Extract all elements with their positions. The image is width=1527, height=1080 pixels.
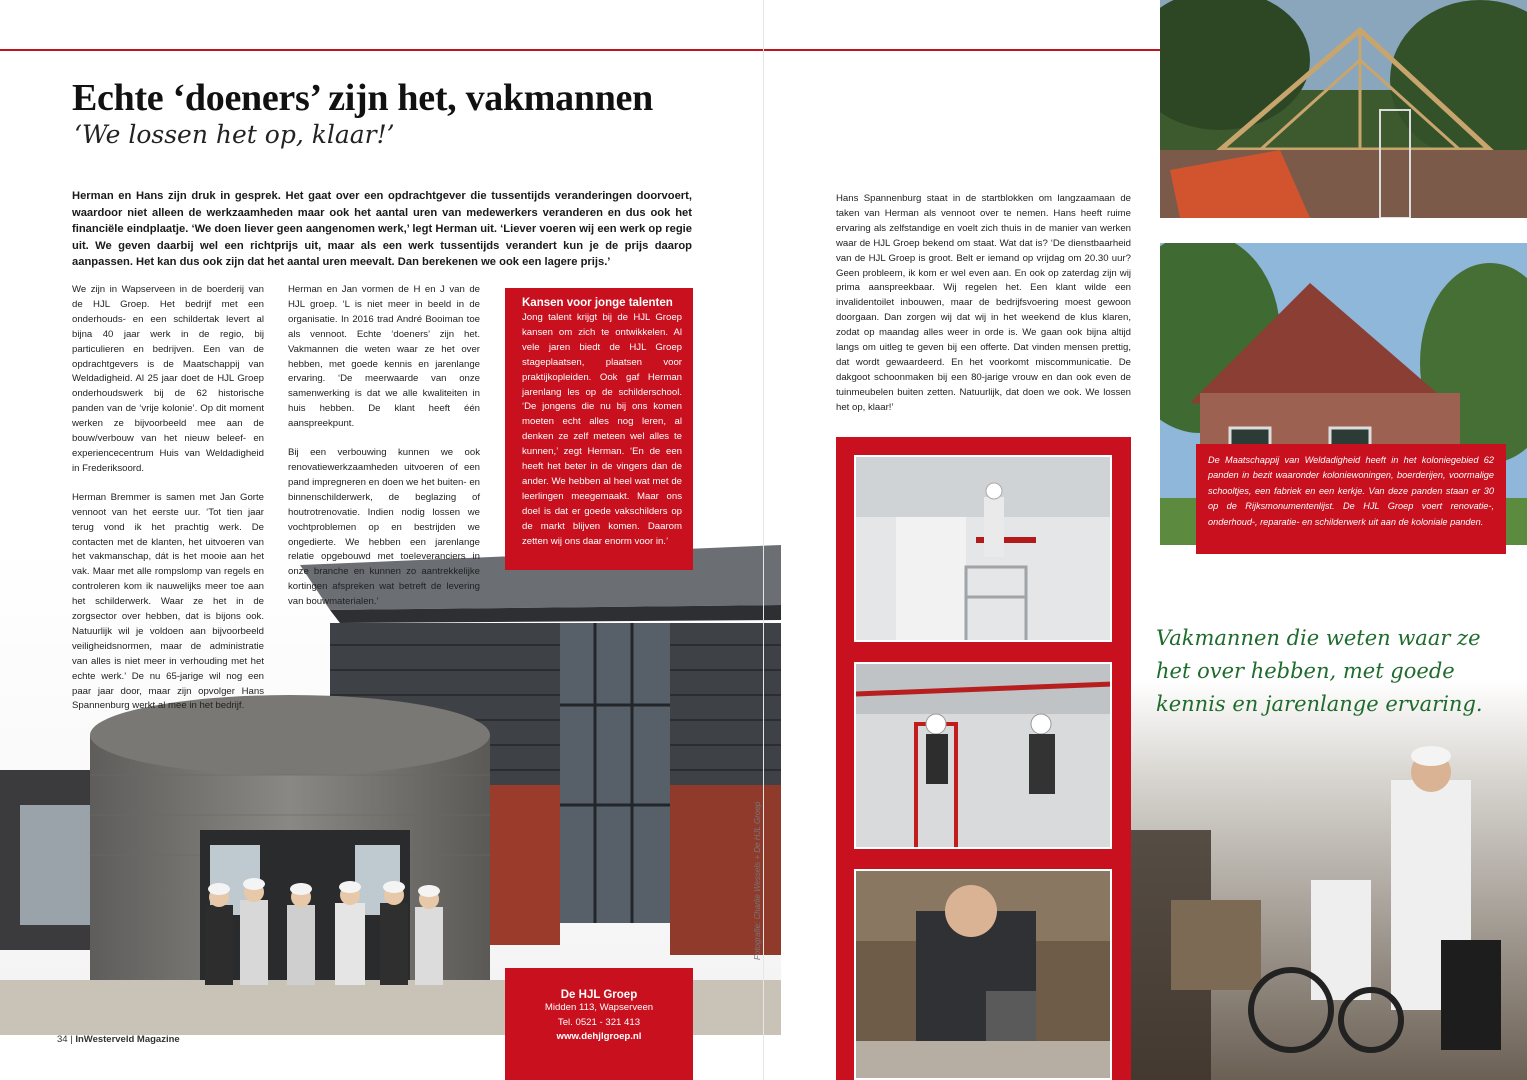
contact-phone: Tel. 0521 - 321 413 — [557, 1016, 641, 1028]
caption-text: De Maatschappij van Weldadigheid heeft in het koloniegebied 62 panden in bezit waaronder koloniewoningen, boerderijen, voormalige schooltjes, een fabriek en een kerkje. Van deze panden staan er 30 op de Rijksmonumentenlijst. De HJL Groep voert renovatie-, onderhoud-, reparatie- en schilderwerk uit aan de koloniale panden. — [1208, 455, 1494, 527]
photo-credit: Fotografie: Charlie Wessels + De HJL Groep — [753, 801, 762, 960]
contact-name: De HJL Groep — [560, 989, 638, 1001]
col3-paragraph: Hans Spannenburg staat in de startblokken om langzaamaan de taken van Herman als vennoot over te nemen. Hans heeft ruime ervaring als zelfstandige en voelt zich thuis in de manier van werken waar de HJL Groep bekend om staat. Wat dat is? ‘De dienstbaarheid van de HJL Groep is groot. Belt er iemand op vrijdag om 20.30 uur? Geen probleem, ik kom er wel even aan. En ook op zaterdag zijn wij prima aanspreekbaar. Wij regelen het. Een klant wilde een invalidentoilet inbouwen, maar de bedrijfsvoering moest gewoon doorgaan. Dan zorgen wij dat wij in het weekend de klus klaren, zodat op maandag alles weer in orde is. We gaan ook bijna altijd langs om uitleg te geven bij een offerte. Dat vinden mensen prettig, dat wordt gewaardeerd. En het voorkomt miscommunicatie. De dakgoot schoonmaken bij een 80-jarige vrouw en dan ook even de tuinmeubelen buiten zetten. Natuurlijk, dat doen we ook. We lossen het op, klaar!’ — [836, 193, 1131, 413]
magazine-name-left: InWesterveld Magazine — [75, 1034, 180, 1045]
contact-website[interactable]: www.dehjlgroep.nl — [556, 1031, 642, 1043]
workshop-photo — [854, 869, 1112, 1080]
col1-paragraph-2: Herman Bremmer is samen met Jan Gorte vennoot van het eerste uur. ‘Tot tien jaar terug vond ik het prachtig werk. De contacten met de klanten, het uitvoeren van het vakmanschap, dát is het mooie aan het vak. Maar met alle rompslomp van regels en controleren kom ik nauwelijks meer toe aan het schilderwerk. Waar ze het in de zorgsector over hebben, dat is bijons ook. Natuurlijk wil je voldoen aan bijvoorbeeld veiligheidsnormen, maar de administratie van alles is niet meer in verhouding met het echte werk.’ De nu 65-jarige wil nog een paar jaar door, maar zijn opvolger Hans Spannenburg werkt al mee in het bedrijf. — [72, 491, 264, 712]
article-intro: Herman en Hans zijn druk in gesprek. Het gaat over een opdrachtgever die tussentijds veranderingen doorvoert, waardoor niet alleen de werkzaamheden maar ook het aantal uren van medewerkers veranderen en dus ook het financiële eindplaatje. ‘We doen liever geen aangenomen werk,’ legt Herman uit. ‘Liever voeren wij een werk op regie uit. We geven daarbij wel een richtprijs uit, maar als een werk tussentijds verandert kun je de prijs daarop aanpassen. Het kan dus ook zijn dat het aantal uren meevalt. Dan berekenen we ook een lagere prijs.’ — [72, 190, 692, 269]
sidebar-text: Jong talent krijgt bij de HJL Groep kansen om zich te ontwikkelen. Al vele jaren biedt de HJL Groep stageplaatsen, plaatsen voor praktijkopleiden. Ook gaf Herman jarenlang les op de schilderschool. ‘De jongens die nu bij ons komen moeten echt alles nog leren, al denken ze zelf meteen wel alles te kunnen,’ zegt Herman. ‘En de een heeft het beter in de vingers dan de ander. We hebben al heel wat met de leerlingen meegemaakt. Maar ons doel is dat er goede vakschilders op de markt blijven komen. Daarom zetten wij ons daar enorm voor in.’ — [522, 312, 682, 547]
ceiling-work-photo-2 — [854, 662, 1112, 849]
top-rule-left — [0, 49, 1160, 51]
text-column-3 — [836, 192, 1131, 430]
sidebar-heading: Kansen voor jonge talenten — [522, 297, 673, 309]
text-column-1 — [72, 283, 264, 728]
col1-paragraph-1: We zijn in Wapserveen in de boerderij van de HJL Groep. Het bedrijf met een onderhouds- en een schildertak levert al bijna 40 jaar werk in de regio, bij particulieren en bedrijven. Een van de opdrachtgevers is de Maatschappij van Weldadigheid. Al 25 jaar doet de HJL Groep onderhoudswerk bij de 62 historische panden van de ‘vrije kolonie’. Op dit moment werken ze bijvoorbeeld mee aan de bouw/verbouw van het nieuw beleef- en experiencecentrum Huis van Weldadigheid in Frederiksoord. — [72, 284, 264, 474]
pull-quote: Vakmannen die weten waar ze het over hebben, met goede kennis en jarenlange ervaring. — [1156, 626, 1483, 716]
page-number-left: 34 — [57, 1034, 68, 1045]
text-column-2 — [288, 283, 480, 624]
contact-box — [505, 968, 693, 1080]
spine-divider — [763, 0, 764, 1080]
ceiling-work-photo-1 — [854, 455, 1112, 642]
col2-paragraph-2: Bij een verbouwing kunnen we ook renovatiewerkzaamheden uitvoeren of een pand impregneren en doen we het buiten- en binnenschilderwerk, de beglazing of houtrotrenovatie. Indien nodig lossen we vochtproblemen op en bestrijden we ongedierte. We hebben een jarenlange relatie opgebouwd met toeleveranciers in onze branche en kunnen zo aantrekkelijke kortingen afspreken wat betreft de levering van bouwmaterialen.’ — [288, 447, 480, 608]
col2-paragraph-1: Herman en Jan vormen de H en J van de HJL groep. ‘L is niet meer in beeld in de organisatie. In 2016 trad André Booiman toe als vennoot. Echte ‘doeners’ zijn het. Vakmannen die weten waar ze het over hebben, met goede kennis en jarenlange ervaring. ‘De meerwaarde van onze samenwerking is dat we alle kwaliteiten in huis hebben. De klant heeft één aanspreekpunt. — [288, 284, 480, 430]
footer-left: 34 | InWesterveld Magazine — [57, 1034, 180, 1045]
article-title: Echte ‘doeners’ zijn het, vakmannen — [72, 77, 653, 119]
contact-address: Midden 113, Wapserveen — [544, 1002, 654, 1013]
article-subtitle: ‘We lossen het op, klaar!’ — [74, 120, 395, 149]
roof-construction-photo — [1160, 0, 1527, 218]
talent-sidebar — [505, 288, 693, 570]
farmhouse-caption — [1196, 444, 1506, 554]
worker-photo — [1131, 680, 1527, 1080]
